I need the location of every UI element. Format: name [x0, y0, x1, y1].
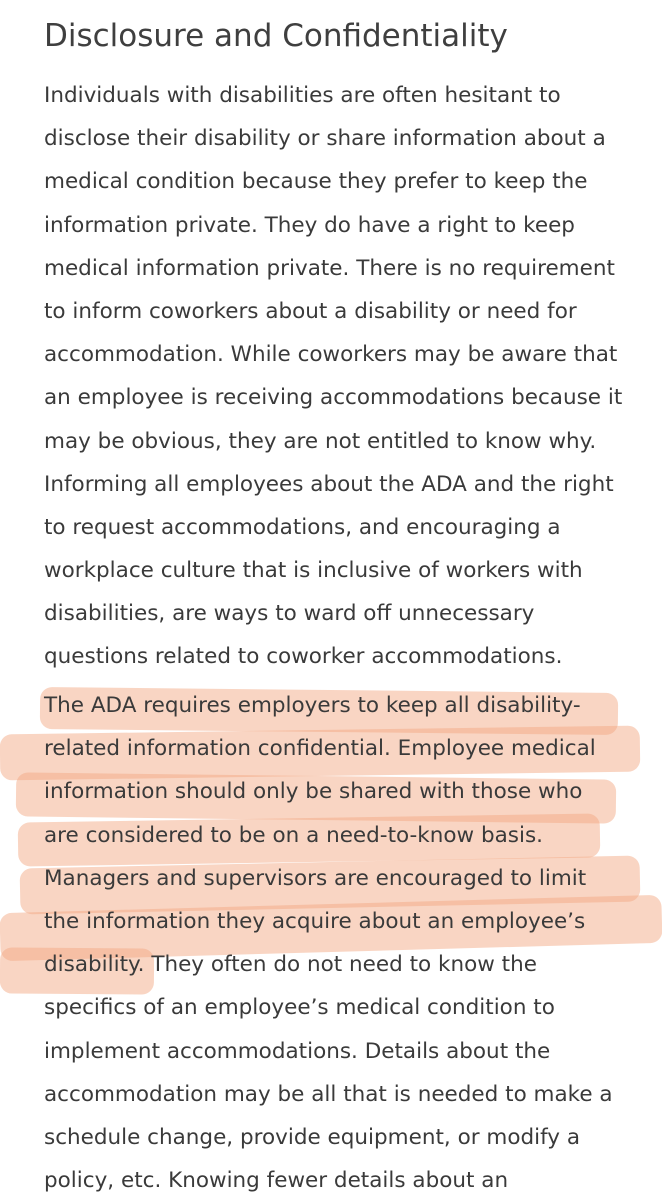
text-line: medical condition because they prefer to keep the [44, 169, 588, 195]
paragraph-confidentiality [44, 684, 613, 1200]
text-line: to inform coworkers about a disability or need for [44, 298, 577, 324]
text-line: disclose their disability or share information about a [44, 126, 606, 152]
text-line: Managers and supervisors are encouraged to limit [44, 865, 587, 891]
text-line: questions related to coworker accommodations. [44, 644, 563, 670]
text-line: implement accommodations. Details about the [44, 1038, 551, 1064]
text-line: disability. They often do not need to know the [44, 952, 537, 978]
text-line: the information they acquire about an employee’s [44, 908, 586, 934]
text-line: Individuals with disabilities are often hesitant to [44, 83, 561, 108]
text-line: Informing all employees about the ADA and the right [44, 471, 614, 497]
text-line: accommodation. While coworkers may be aware that [44, 342, 618, 368]
text-line: schedule change, provide equipment, or modify a [44, 1124, 581, 1150]
text-line: may be obvious, they are not entitled to know why. [44, 428, 597, 454]
text-line: are considered to be on a need-to-know basis. [44, 822, 543, 848]
text-line: information private. They do have a right to keep [44, 212, 575, 238]
section-heading: Disclosure and Confidentiality [44, 18, 508, 54]
text-line: policy, etc. Knowing fewer details about an [44, 1168, 509, 1194]
text-line: medical information private. There is no requirement [44, 255, 615, 281]
text-line: an employee is receiving accommodations because it [44, 385, 623, 411]
paragraph-disclosure [44, 74, 622, 679]
text-line: accommodation may be all that is needed to make a [44, 1081, 613, 1107]
text-line: disabilities, are ways to ward off unnecessary [44, 601, 535, 627]
text-line: The ADA requires employers to keep all disability- [44, 693, 581, 718]
text-line: specifics of an employee’s medical condition to [44, 995, 555, 1021]
text-line: to request accommodations, and encouraging a [44, 514, 561, 540]
text-line: information should only be shared with those who [44, 779, 583, 805]
text-line: related information confidential. Employee medical [44, 736, 596, 762]
text-line: workplace culture that is inclusive of workers with [44, 558, 583, 584]
